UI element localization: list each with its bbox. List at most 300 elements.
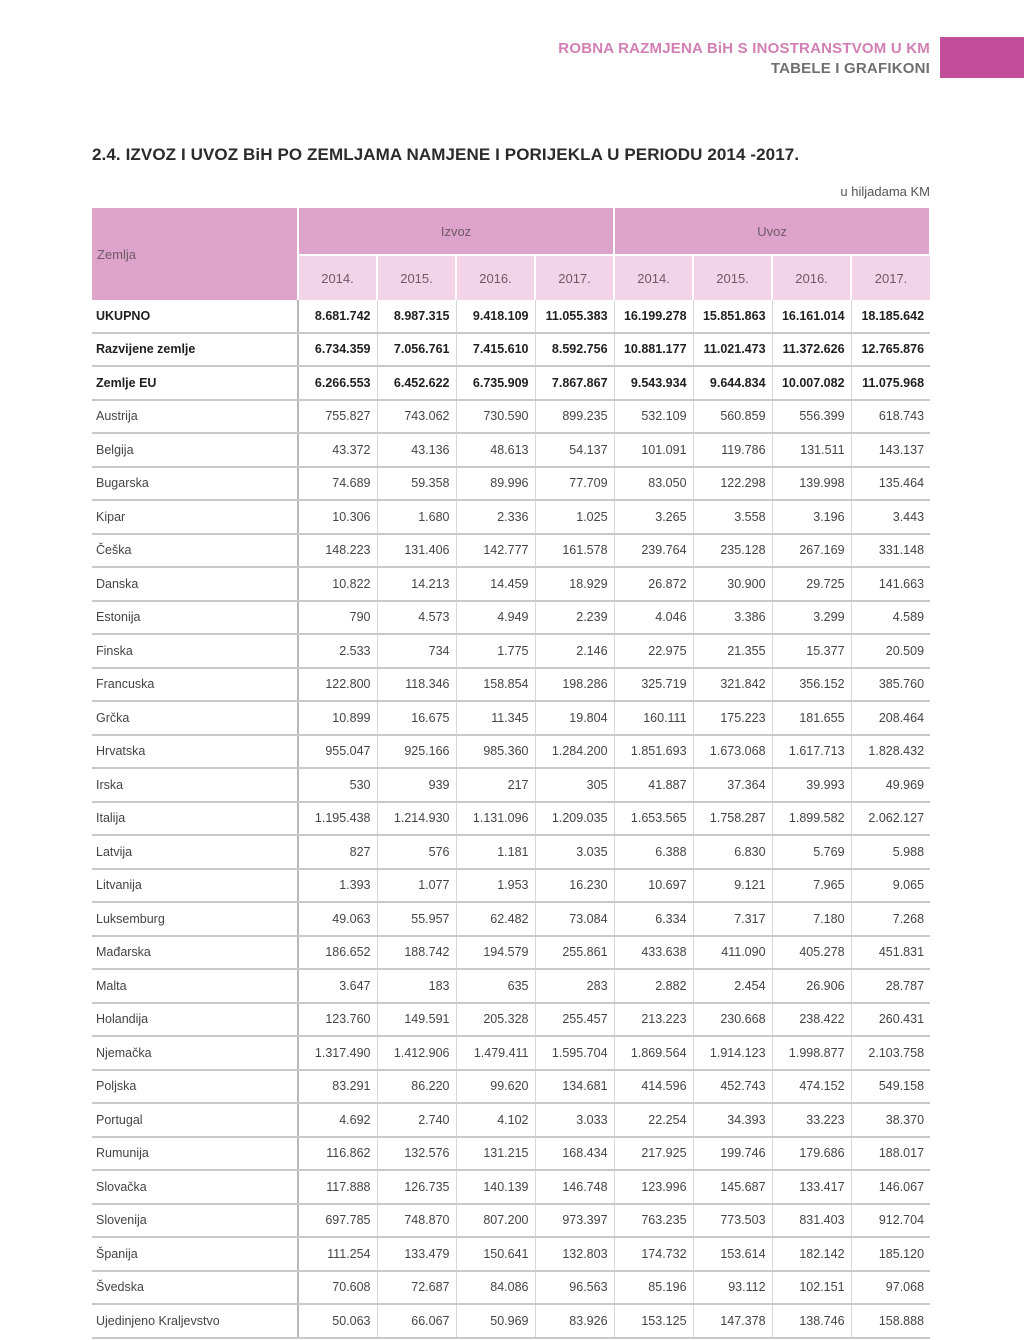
table-body bbox=[92, 300, 930, 1338]
export-value: 186.652 bbox=[298, 936, 377, 970]
import-value: 26.906 bbox=[772, 969, 851, 1003]
import-value: 11.372.626 bbox=[772, 333, 851, 367]
import-value: 1.653.565 bbox=[614, 802, 693, 836]
export-value: 2.740 bbox=[377, 1103, 456, 1137]
export-value: 43.372 bbox=[298, 433, 377, 467]
table-row bbox=[92, 634, 930, 668]
export-value: 132.803 bbox=[535, 1237, 614, 1271]
import-value: 10.881.177 bbox=[614, 333, 693, 367]
import-value: 138.746 bbox=[772, 1304, 851, 1338]
country-name: Španija bbox=[92, 1237, 298, 1271]
export-value: 16.675 bbox=[377, 701, 456, 735]
export-value: 7.867.867 bbox=[535, 366, 614, 400]
import-value: 1.869.564 bbox=[614, 1036, 693, 1070]
table-row bbox=[92, 1137, 930, 1171]
import-year-header: 2015. bbox=[693, 255, 772, 300]
import-value: 260.431 bbox=[851, 1003, 930, 1037]
country-column-header: Zemlja bbox=[92, 208, 298, 300]
export-value: 59.358 bbox=[377, 467, 456, 501]
export-value: 18.929 bbox=[535, 567, 614, 601]
import-value: 145.687 bbox=[693, 1170, 772, 1204]
table-row bbox=[92, 534, 930, 568]
table-row bbox=[92, 802, 930, 836]
export-value: 1.680 bbox=[377, 500, 456, 534]
export-value: 255.861 bbox=[535, 936, 614, 970]
header-accent-block bbox=[940, 37, 1024, 78]
country-name: Slovenija bbox=[92, 1204, 298, 1238]
export-value: 132.576 bbox=[377, 1137, 456, 1171]
import-value: 217.925 bbox=[614, 1137, 693, 1171]
import-value: 28.787 bbox=[851, 969, 930, 1003]
export-value: 3.647 bbox=[298, 969, 377, 1003]
table-row bbox=[92, 969, 930, 1003]
import-value: 179.686 bbox=[772, 1137, 851, 1171]
import-value: 3.196 bbox=[772, 500, 851, 534]
export-value: 530 bbox=[298, 768, 377, 802]
export-value: 49.063 bbox=[298, 902, 377, 936]
export-value: 2.533 bbox=[298, 634, 377, 668]
export-value: 161.578 bbox=[535, 534, 614, 568]
export-value: 8.987.315 bbox=[377, 300, 456, 333]
table-row bbox=[92, 1170, 930, 1204]
country-name: Grčka bbox=[92, 701, 298, 735]
import-value: 15.377 bbox=[772, 634, 851, 668]
country-name: Zemlje EU bbox=[92, 366, 298, 400]
country-name: Slovačka bbox=[92, 1170, 298, 1204]
import-value: 122.298 bbox=[693, 467, 772, 501]
export-value: 755.827 bbox=[298, 400, 377, 434]
export-value: 899.235 bbox=[535, 400, 614, 434]
import-value: 199.746 bbox=[693, 1137, 772, 1171]
import-value: 10.697 bbox=[614, 869, 693, 903]
export-value: 3.035 bbox=[535, 835, 614, 869]
import-value: 9.121 bbox=[693, 869, 772, 903]
export-value: 1.209.035 bbox=[535, 802, 614, 836]
export-value: 1.025 bbox=[535, 500, 614, 534]
export-value: 83.926 bbox=[535, 1304, 614, 1338]
import-value: 18.185.642 bbox=[851, 300, 930, 333]
export-value: 985.360 bbox=[456, 735, 535, 769]
export-value: 86.220 bbox=[377, 1070, 456, 1104]
import-value: 239.764 bbox=[614, 534, 693, 568]
export-value: 158.854 bbox=[456, 668, 535, 702]
import-value: 618.743 bbox=[851, 400, 930, 434]
export-value: 2.336 bbox=[456, 500, 535, 534]
import-value: 6.388 bbox=[614, 835, 693, 869]
import-value: 3.558 bbox=[693, 500, 772, 534]
export-year-header: 2015. bbox=[377, 255, 456, 300]
import-value: 549.158 bbox=[851, 1070, 930, 1104]
country-name: Irska bbox=[92, 768, 298, 802]
country-name: Danska bbox=[92, 567, 298, 601]
import-value: 321.842 bbox=[693, 668, 772, 702]
export-value: 168.434 bbox=[535, 1137, 614, 1171]
export-value: 4.949 bbox=[456, 601, 535, 635]
table-row bbox=[92, 902, 930, 936]
export-value: 111.254 bbox=[298, 1237, 377, 1271]
import-value: 26.872 bbox=[614, 567, 693, 601]
export-value: 14.459 bbox=[456, 567, 535, 601]
import-value: 123.996 bbox=[614, 1170, 693, 1204]
import-value: 2.454 bbox=[693, 969, 772, 1003]
import-value: 451.831 bbox=[851, 936, 930, 970]
export-year-header: 2014. bbox=[298, 255, 377, 300]
import-value: 1.617.713 bbox=[772, 735, 851, 769]
country-name: Švedska bbox=[92, 1271, 298, 1305]
import-value: 7.180 bbox=[772, 902, 851, 936]
export-value: 7.056.761 bbox=[377, 333, 456, 367]
table-row bbox=[92, 400, 930, 434]
table-row bbox=[92, 567, 930, 601]
export-value: 730.590 bbox=[456, 400, 535, 434]
table-row bbox=[92, 500, 930, 534]
import-value: 1.998.877 bbox=[772, 1036, 851, 1070]
country-name: Hrvatska bbox=[92, 735, 298, 769]
export-value: 283 bbox=[535, 969, 614, 1003]
export-value: 83.291 bbox=[298, 1070, 377, 1104]
import-value: 6.334 bbox=[614, 902, 693, 936]
country-name: Luksemburg bbox=[92, 902, 298, 936]
import-value: 153.614 bbox=[693, 1237, 772, 1271]
export-value: 8.681.742 bbox=[298, 300, 377, 333]
import-year-header: 2017. bbox=[851, 255, 930, 300]
import-value: 238.422 bbox=[772, 1003, 851, 1037]
import-value: 331.148 bbox=[851, 534, 930, 568]
import-value: 7.317 bbox=[693, 902, 772, 936]
export-value: 123.760 bbox=[298, 1003, 377, 1037]
export-value: 807.200 bbox=[456, 1204, 535, 1238]
export-value: 1.393 bbox=[298, 869, 377, 903]
unit-note: u hiljadama KM bbox=[840, 184, 930, 199]
export-value: 140.139 bbox=[456, 1170, 535, 1204]
import-value: 773.503 bbox=[693, 1204, 772, 1238]
export-value: 11.345 bbox=[456, 701, 535, 735]
export-value: 6.735.909 bbox=[456, 366, 535, 400]
export-value: 150.641 bbox=[456, 1237, 535, 1271]
export-value: 790 bbox=[298, 601, 377, 635]
country-name: Finska bbox=[92, 634, 298, 668]
export-value: 142.777 bbox=[456, 534, 535, 568]
export-value: 205.328 bbox=[456, 1003, 535, 1037]
export-value: 183 bbox=[377, 969, 456, 1003]
table-row bbox=[92, 668, 930, 702]
import-value: 49.969 bbox=[851, 768, 930, 802]
export-value: 66.067 bbox=[377, 1304, 456, 1338]
country-name: Litvanija bbox=[92, 869, 298, 903]
table-row bbox=[92, 1237, 930, 1271]
export-value: 9.418.109 bbox=[456, 300, 535, 333]
export-value: 925.166 bbox=[377, 735, 456, 769]
import-value: 213.223 bbox=[614, 1003, 693, 1037]
import-value: 160.111 bbox=[614, 701, 693, 735]
import-value: 2.103.758 bbox=[851, 1036, 930, 1070]
import-value: 433.638 bbox=[614, 936, 693, 970]
header-title: ROBNA RAZMJENA BiH S INOSTRANSTVOM U KM bbox=[558, 40, 930, 57]
export-value: 3.033 bbox=[535, 1103, 614, 1137]
import-value: 7.965 bbox=[772, 869, 851, 903]
export-value: 1.077 bbox=[377, 869, 456, 903]
header-subtitle: TABELE I GRAFIKONI bbox=[770, 60, 930, 77]
country-name: Portugal bbox=[92, 1103, 298, 1137]
export-value: 194.579 bbox=[456, 936, 535, 970]
import-value: 147.378 bbox=[693, 1304, 772, 1338]
country-name: Rumunija bbox=[92, 1137, 298, 1171]
export-value: 131.215 bbox=[456, 1137, 535, 1171]
table-row bbox=[92, 1003, 930, 1037]
export-value: 1.595.704 bbox=[535, 1036, 614, 1070]
country-name: Bugarska bbox=[92, 467, 298, 501]
export-value: 149.591 bbox=[377, 1003, 456, 1037]
country-name: Malta bbox=[92, 969, 298, 1003]
country-name: Njemačka bbox=[92, 1036, 298, 1070]
export-year-header: 2016. bbox=[456, 255, 535, 300]
import-value: 2.062.127 bbox=[851, 802, 930, 836]
import-value: 2.882 bbox=[614, 969, 693, 1003]
import-value: 143.137 bbox=[851, 433, 930, 467]
export-value: 1.214.930 bbox=[377, 802, 456, 836]
table-row bbox=[92, 467, 930, 501]
export-value: 827 bbox=[298, 835, 377, 869]
import-value: 560.859 bbox=[693, 400, 772, 434]
country-name: Razvijene zemlje bbox=[92, 333, 298, 367]
export-value: 939 bbox=[377, 768, 456, 802]
import-value: 414.596 bbox=[614, 1070, 693, 1104]
export-value: 4.102 bbox=[456, 1103, 535, 1137]
export-value: 77.709 bbox=[535, 467, 614, 501]
export-value: 1.479.411 bbox=[456, 1036, 535, 1070]
country-name: Francuska bbox=[92, 668, 298, 702]
export-value: 7.415.610 bbox=[456, 333, 535, 367]
export-value: 1.131.096 bbox=[456, 802, 535, 836]
country-name: Poljska bbox=[92, 1070, 298, 1104]
table-row bbox=[92, 433, 930, 467]
import-value: 3.443 bbox=[851, 500, 930, 534]
export-value: 96.563 bbox=[535, 1271, 614, 1305]
import-year-header: 2016. bbox=[772, 255, 851, 300]
export-value: 973.397 bbox=[535, 1204, 614, 1238]
import-value: 133.417 bbox=[772, 1170, 851, 1204]
export-value: 19.804 bbox=[535, 701, 614, 735]
import-value: 325.719 bbox=[614, 668, 693, 702]
table-row bbox=[92, 601, 930, 635]
import-value: 11.021.473 bbox=[693, 333, 772, 367]
export-value: 697.785 bbox=[298, 1204, 377, 1238]
table-row bbox=[92, 768, 930, 802]
import-value: 763.235 bbox=[614, 1204, 693, 1238]
export-value: 89.996 bbox=[456, 467, 535, 501]
table-row bbox=[92, 366, 930, 400]
table-row bbox=[92, 835, 930, 869]
import-value: 452.743 bbox=[693, 1070, 772, 1104]
export-value: 118.346 bbox=[377, 668, 456, 702]
export-value: 6.266.553 bbox=[298, 366, 377, 400]
import-value: 182.142 bbox=[772, 1237, 851, 1271]
import-value: 175.223 bbox=[693, 701, 772, 735]
table-row bbox=[92, 333, 930, 367]
import-value: 5.769 bbox=[772, 835, 851, 869]
country-name: Estonija bbox=[92, 601, 298, 635]
export-value: 72.687 bbox=[377, 1271, 456, 1305]
import-value: 405.278 bbox=[772, 936, 851, 970]
import-value: 912.704 bbox=[851, 1204, 930, 1238]
export-value: 743.062 bbox=[377, 400, 456, 434]
export-value: 148.223 bbox=[298, 534, 377, 568]
export-year-header: 2017. bbox=[535, 255, 614, 300]
import-value: 93.112 bbox=[693, 1271, 772, 1305]
export-group-header: Izvoz bbox=[298, 208, 614, 255]
table-row bbox=[92, 869, 930, 903]
export-value: 6.452.622 bbox=[377, 366, 456, 400]
export-value: 734 bbox=[377, 634, 456, 668]
export-value: 1.181 bbox=[456, 835, 535, 869]
export-value: 131.406 bbox=[377, 534, 456, 568]
import-value: 12.765.876 bbox=[851, 333, 930, 367]
import-group-header: Uvoz bbox=[614, 208, 930, 255]
table-row bbox=[92, 1103, 930, 1137]
export-value: 576 bbox=[377, 835, 456, 869]
import-value: 39.993 bbox=[772, 768, 851, 802]
import-value: 188.017 bbox=[851, 1137, 930, 1171]
table-row bbox=[92, 701, 930, 735]
import-value: 139.998 bbox=[772, 467, 851, 501]
export-value: 1.317.490 bbox=[298, 1036, 377, 1070]
export-value: 117.888 bbox=[298, 1170, 377, 1204]
export-value: 55.957 bbox=[377, 902, 456, 936]
export-value: 133.479 bbox=[377, 1237, 456, 1271]
import-value: 30.900 bbox=[693, 567, 772, 601]
import-value: 119.786 bbox=[693, 433, 772, 467]
country-name: UKUPNO bbox=[92, 300, 298, 333]
import-value: 181.655 bbox=[772, 701, 851, 735]
import-value: 3.299 bbox=[772, 601, 851, 635]
import-value: 556.399 bbox=[772, 400, 851, 434]
export-value: 74.689 bbox=[298, 467, 377, 501]
country-name: Kipar bbox=[92, 500, 298, 534]
table-row bbox=[92, 936, 930, 970]
table-row bbox=[92, 735, 930, 769]
export-value: 14.213 bbox=[377, 567, 456, 601]
export-value: 50.063 bbox=[298, 1304, 377, 1338]
import-value: 83.050 bbox=[614, 467, 693, 501]
import-value: 1.828.432 bbox=[851, 735, 930, 769]
import-value: 21.355 bbox=[693, 634, 772, 668]
import-value: 7.268 bbox=[851, 902, 930, 936]
import-value: 185.120 bbox=[851, 1237, 930, 1271]
import-value: 1.914.123 bbox=[693, 1036, 772, 1070]
export-value: 305 bbox=[535, 768, 614, 802]
export-value: 1.775 bbox=[456, 634, 535, 668]
export-value: 4.573 bbox=[377, 601, 456, 635]
import-value: 146.067 bbox=[851, 1170, 930, 1204]
import-value: 97.068 bbox=[851, 1271, 930, 1305]
import-value: 3.386 bbox=[693, 601, 772, 635]
table-row bbox=[92, 300, 930, 333]
export-value: 217 bbox=[456, 768, 535, 802]
import-value: 9.644.834 bbox=[693, 366, 772, 400]
import-value: 16.199.278 bbox=[614, 300, 693, 333]
import-value: 11.075.968 bbox=[851, 366, 930, 400]
export-value: 8.592.756 bbox=[535, 333, 614, 367]
import-value: 5.988 bbox=[851, 835, 930, 869]
export-value: 54.137 bbox=[535, 433, 614, 467]
export-value: 122.800 bbox=[298, 668, 377, 702]
import-value: 158.888 bbox=[851, 1304, 930, 1338]
import-value: 10.007.082 bbox=[772, 366, 851, 400]
import-value: 1.899.582 bbox=[772, 802, 851, 836]
export-value: 2.239 bbox=[535, 601, 614, 635]
import-value: 3.265 bbox=[614, 500, 693, 534]
export-value: 748.870 bbox=[377, 1204, 456, 1238]
import-value: 15.851.863 bbox=[693, 300, 772, 333]
export-value: 48.613 bbox=[456, 433, 535, 467]
export-value: 255.457 bbox=[535, 1003, 614, 1037]
export-value: 11.055.383 bbox=[535, 300, 614, 333]
export-value: 10.899 bbox=[298, 701, 377, 735]
import-value: 102.151 bbox=[772, 1271, 851, 1305]
export-value: 10.306 bbox=[298, 500, 377, 534]
import-value: 411.090 bbox=[693, 936, 772, 970]
export-value: 1.412.906 bbox=[377, 1036, 456, 1070]
table-row bbox=[92, 1070, 930, 1104]
import-value: 235.128 bbox=[693, 534, 772, 568]
import-value: 230.668 bbox=[693, 1003, 772, 1037]
import-value: 33.223 bbox=[772, 1103, 851, 1137]
import-year-header: 2014. bbox=[614, 255, 693, 300]
export-value: 73.084 bbox=[535, 902, 614, 936]
export-value: 1.195.438 bbox=[298, 802, 377, 836]
export-value: 134.681 bbox=[535, 1070, 614, 1104]
import-value: 101.091 bbox=[614, 433, 693, 467]
import-value: 135.464 bbox=[851, 467, 930, 501]
import-value: 37.364 bbox=[693, 768, 772, 802]
import-value: 16.161.014 bbox=[772, 300, 851, 333]
import-value: 474.152 bbox=[772, 1070, 851, 1104]
import-value: 34.393 bbox=[693, 1103, 772, 1137]
import-value: 385.760 bbox=[851, 668, 930, 702]
table-row bbox=[92, 1036, 930, 1070]
import-value: 267.169 bbox=[772, 534, 851, 568]
table-row bbox=[92, 1304, 930, 1338]
import-value: 532.109 bbox=[614, 400, 693, 434]
export-value: 70.608 bbox=[298, 1271, 377, 1305]
import-value: 4.589 bbox=[851, 601, 930, 635]
import-value: 141.663 bbox=[851, 567, 930, 601]
export-value: 4.692 bbox=[298, 1103, 377, 1137]
import-value: 41.887 bbox=[614, 768, 693, 802]
section-title: 2.4. IZVOZ I UVOZ BiH PO ZEMLJAMA NAMJENE I PORIJEKLA U PERIODU 2014 -2017. bbox=[92, 145, 800, 164]
export-value: 6.734.359 bbox=[298, 333, 377, 367]
country-name: Holandija bbox=[92, 1003, 298, 1037]
table-row bbox=[92, 1271, 930, 1305]
import-value: 85.196 bbox=[614, 1271, 693, 1305]
export-value: 188.742 bbox=[377, 936, 456, 970]
export-value: 635 bbox=[456, 969, 535, 1003]
export-value: 10.822 bbox=[298, 567, 377, 601]
table-row bbox=[92, 1204, 930, 1238]
import-value: 6.830 bbox=[693, 835, 772, 869]
import-value: 29.725 bbox=[772, 567, 851, 601]
import-value: 9.065 bbox=[851, 869, 930, 903]
import-value: 38.370 bbox=[851, 1103, 930, 1137]
trade-table bbox=[92, 208, 931, 1339]
export-value: 99.620 bbox=[456, 1070, 535, 1104]
import-value: 22.254 bbox=[614, 1103, 693, 1137]
export-value: 62.482 bbox=[456, 902, 535, 936]
import-value: 131.511 bbox=[772, 433, 851, 467]
import-value: 4.046 bbox=[614, 601, 693, 635]
export-value: 16.230 bbox=[535, 869, 614, 903]
import-value: 356.152 bbox=[772, 668, 851, 702]
